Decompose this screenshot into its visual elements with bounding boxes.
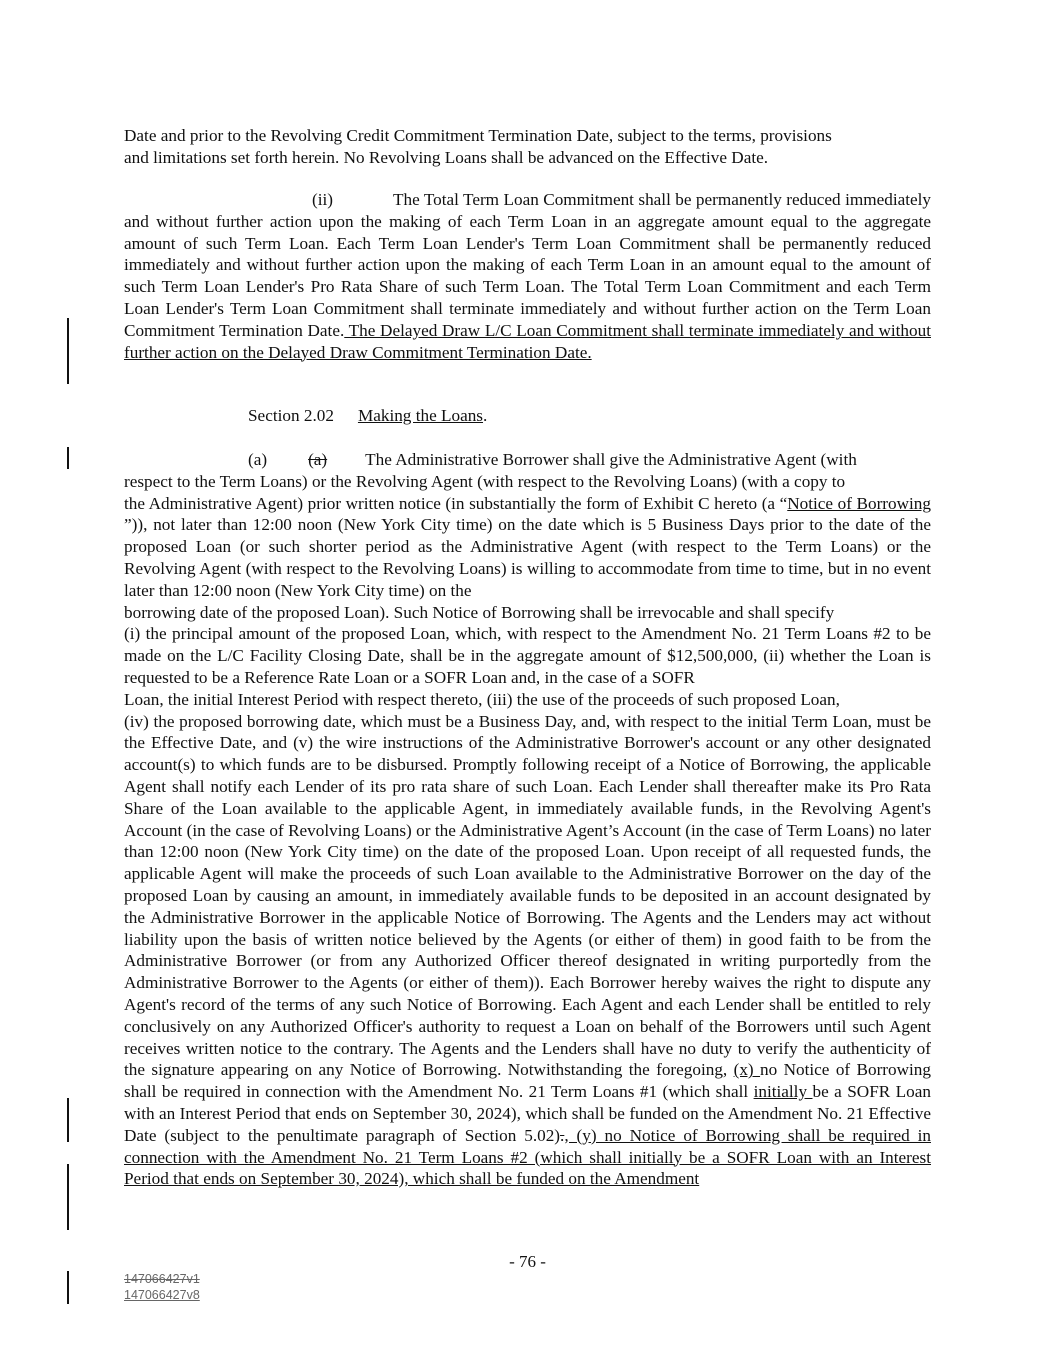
paragraph-a-initial-line: Loan, the initial Interest Period with respect thereto, (iii) the use of the proceeds of such proposed Loan, [124,689,840,709]
paragraph-a-body-3: no Notice of Borrowing shall be required in connection with the Amendment No. 21 Term Loans #1 (which shall [124,1060,931,1102]
inserted-tail: , (y) no Notice of Borrowing shall be required in connection with the Amendment No. 21 Term Loans #2 (which shall initially be a SOFR Loan with an Interest Period that ends on September 30, 2024), which shall be funded on the Amendment [124,1125,931,1189]
section-heading [124,405,931,427]
paragraph-a [124,449,931,1190]
change-bar [67,1271,69,1304]
paragraph-a-label: (a) [248,450,268,469]
change-bar [67,447,69,469]
inserted-initially: initially [753,1082,813,1102]
doc-id-deleted: 147066427v1 [124,1272,200,1286]
change-bar [67,1164,69,1230]
continuation-line-1: Date and prior to the Revolving Credit Commitment Termination Date, subject to the terms, provisions [124,126,832,145]
section-title: Making the Loans [357,406,484,425]
paragraph-a-line-1: The Administrative Borrower shall give the Administrative Agent (with [365,450,857,469]
paragraph-ii [124,189,931,363]
continuation-paragraph [124,125,931,169]
paragraph-a-body-2: (iv) the proposed borrowing date, which must be a Business Day, and, with respect to the initial Term Loan, must be the Effective Date, and (v) the wire instructions of the Administrative Borrower's account or any other designated account(s) to which funds are to be disbursed. Promptly following receipt of a Notice of Borrowing, the applicable Agent shall notify each Lender of its pro rata share of such Loan. Each Lender shall thereafter make its Pro Rata Share of the Loan available to the applicable Agent, in immediately available funds, in the Revolving Agent's Account (in the case of Revolving Loans) or the Administrative Agent’s Account (in the case of Term Loans) no later than 12:00 noon (New York City time) on the date of the proposed Loan. Upon receipt of all requested funds, the applicable Agent will make the proceeds of such Loan available to the Administrative Borrower on the day of the proposed Loan by causing an amount, in immediately available funds to be deposited in an account designated by the Administrative Borrower in the applicable Notice of Borrowing. The Agents and the Lenders may act without liability upon the basis of written notice believed by the Agents (or either of them) in good faith to be from the Administrative Borrower (or from any Authorized Officer thereof designated in writing purportedly from the Administrative Borrower to the Agents (or either of them)). Each Borrower hereby waives the right to dispute any Agent's record of the terms of any such Notice of Borrowing. Each Agent and each Lender shall be entitled to rely conclusively on any Authorized Officer's authority to request a Loan on behalf of the Borrowers until such Agent receives written notice to the contrary. The Agents and the Lenders shall have no duty to verify the authenticity of the signature appearing on any Notice of Borrowing. Notwithstanding the foregoing, [124,711,931,1080]
doc-id-inserted: 147066427v8 [124,1288,200,1302]
paragraph-a-line-2: respect to the Term Loans) or the Revolving Agent (with respect to the Revolving Loans) (with a copy to [124,471,846,491]
deleted-period: . [560,1125,565,1145]
paragraph-ii-text: The Total Term Loan Commitment shall be permanently reduced immediately and without further action upon the making of each Term Loan in an aggregate amount equal to the aggregate amount of such Term Loan. Each Term Loan Lender's Term Loan Commitment shall be permanently reduced immediately and without further action upon the making of each Term Loan in an amount equal to the amount of such Term Loan Lender's Pro Rata Share of such Term Loan. The Total Term Loan Commitment and each Term Loan Lender's Term Loan Commitment shall terminate immediately and without further action on the Term Loan Commitment Termination Date. [124,190,931,340]
page-number: - 76 - [509,1252,546,1271]
section-title-period: . [483,406,488,425]
inserted-x: (x) [733,1060,761,1080]
section-number: Section 2.02 [248,406,334,425]
paragraph-a-line-3: the Administrative Agent) prior written notice (in substantially the form of Exhibit C hereto (a “ [124,493,788,513]
paragraph-ii-inserted-text: The Delayed Draw L/C Loan Commitment shall terminate immediately and without further action on the Delayed Draw Commitment Termination Date. [124,320,931,362]
continuation-line-2: and limitations set forth herein. No Revolving Loans shall be advanced on the Effective Date. [124,147,769,167]
notice-of-borrowing-term: Notice of Borrowing [787,493,931,513]
paragraph-a-body: (i) the principal amount of the proposed Loan, which, with respect to the Amendment No. 21 Term Loans #2 to be made on the L/C Facility Closing Date, shall be in the aggregate amount of $12,500,000, (ii) whether the Loan is requested to be a Reference Rate Loan or a SOFR Loan and, in the case of a SOFR [124,624,931,687]
change-bar [67,318,69,384]
paragraph-a-after-term: ”)), not later than 12:00 noon (New York City time) on the date which is 5 Business Days prior to the date of the proposed Loan (or such shorter period as the Administrative Agent (with respect to the Term Loans) or the Revolving Agent (with respect to the Revolving Loans) is willing to accommodate from time to time, but in no event later than 12:00 noon (New York City time) on the [124,515,931,600]
paragraph-a-deleted-label: (a) [308,450,328,469]
paragraph-a-borrowing-line: borrowing date of the proposed Loan). Such Notice of Borrowing shall be irrevocable and shall specify [124,602,835,622]
paragraph-a-body-4: be a SOFR Loan with an Interest Period that ends on September 30, 2024), which shall be funded on the Amendment No. 21 Effective Date (subject to the penultimate paragraph of Section 5.02) [124,1082,931,1145]
paragraph-ii-label: (ii) [312,190,333,209]
change-bar [67,1098,69,1142]
